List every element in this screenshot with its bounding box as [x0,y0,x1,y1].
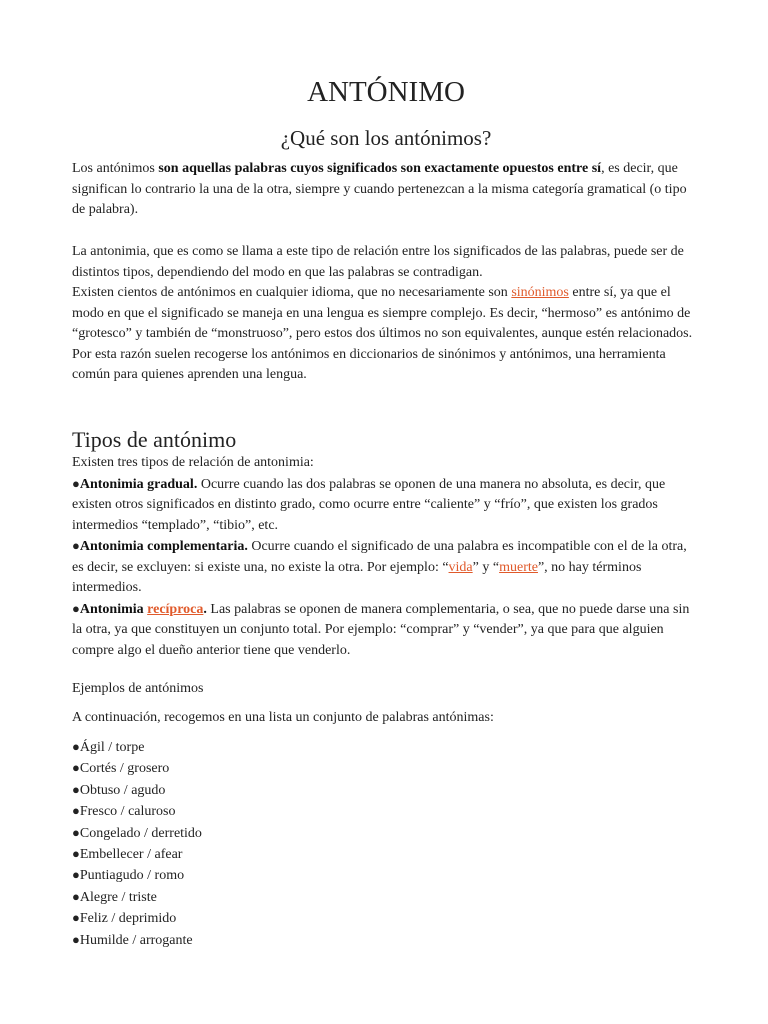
bullet-icon: ● [72,803,80,819]
text-span: La antonimia, que es como se llama a este tipo de relación entre los significados de las palabras, puede ser de distintos tipos, dependiendo del modo en que las palabras se contradigan. [72,244,684,280]
bullet-icon: ● [72,824,80,840]
bullet-icon: ● [72,846,80,862]
list-item [72,801,202,822]
list-item-text: Ágil / torpe [79,740,145,755]
list-item-text: Fresco / caluroso [79,804,176,820]
bold-text: Antonimia complementaria. [79,539,248,554]
text-span: entre sí, ya que el modo en que el significado se maneja en una lengua es siempre complejo. Es decir, “hermoso” es antónimo de “grotesco” y también de “monstruoso”, pero estos dos últimos no son equivalentes, aunque estén relacionados. [72,285,693,341]
list-item [72,908,202,929]
list-item-text: Congelado / derretido [79,825,202,841]
bullet-icon: ● [72,781,80,797]
examples-heading: Ejemplos de antónimos [72,681,204,696]
text-span: Las palabras se oponen de manera complementaria, o sea, que no puede darse una sin la otra, ya que constituyen un conjunto total. Por ejemplo: “comprar” y “vender”, ya que para que alguien compre algo el dueño anterior tiene que venderlo. [72,601,690,658]
bullet-icon: ● [72,538,80,553]
text-span: Por esta razón suelen recogerse los antónimos en diccionarios de sinónimos y antónimos, una herramienta común para quienes aprenden una lengua. [72,346,666,382]
text-span: Los antónimos [72,161,159,176]
intro-paragraph-2 [72,242,700,386]
list-item [72,844,202,865]
bold-text: . [203,601,207,617]
link-vida[interactable]: vida [448,559,473,575]
text-span: Ocurre cuando el significado de una palabra es incompatible con el de la otra, es decir, se excluyen: si existe una, no existe la otra. Por ejemplo: “ [72,539,687,575]
bold-text: Antonimia [79,601,148,617]
list-item-text: Alegre / triste [79,889,157,905]
types-intro: Existen tres tipos de relación de antonimia: [72,455,314,470]
list-item-text: Obtuso / agudo [79,782,166,798]
text-span: ” y “ [472,559,500,575]
link-reciproca[interactable]: recíproca [147,601,204,617]
intro-paragraph-1 [72,159,700,221]
bullet-icon: ● [72,475,80,491]
bullet-icon: ● [72,910,80,926]
list-item [72,887,202,908]
types-heading: Tipos de antónimo [72,427,237,452]
text-span: Ocurre cuando las dos palabras se oponen de una manera no absoluta, es decir, que existen otros significados en distinto grado, como ocurre entre “caliente” y “frío”, que existen los grados intermedios “templado”, “tibio”, etc. [72,476,666,533]
list-item [72,865,202,886]
text-span: ”, no hay términos intermedios. [72,559,642,595]
bold-text: Antonimia gradual. [79,476,198,492]
link-muerte[interactable]: muerte [499,559,538,575]
list-item-text: Embellecer / afear [79,847,183,863]
bullet-icon: ● [72,888,80,904]
list-item-text: Humilde / arrogante [79,932,193,948]
list-item-text: Puntiagudo / romo [79,868,185,884]
list-item [72,930,202,951]
link-sinonimos[interactable]: sinónimos [511,285,569,300]
bullet-icon: ● [72,600,80,616]
bullet-icon: ● [72,867,80,883]
list-item [72,758,202,779]
page-title: ANTÓNIMO [307,76,465,108]
bold-text: son aquellas palabras cuyos significados son exactamente opuestos entre sí [158,161,602,176]
list-item [72,737,202,758]
examples-intro: A continuación, recogemos en una lista un conjunto de palabras antónimas: [72,710,494,725]
list-item-text: Cortés / grosero [79,761,170,777]
types-list [72,453,700,661]
text-span: Existen cientos de antónimos en cualquier idioma, que no necesariamente son [72,285,512,300]
list-item [72,780,202,801]
bullet-icon: ● [72,739,80,754]
list-item-text: Feliz / deprimido [79,911,177,927]
examples-list [72,737,202,951]
list-item [72,823,202,844]
bullet-icon: ● [72,760,80,776]
text-span: , es decir, que significan lo contrario la una de la otra, siempre y cuando pertenezcan a la misma categoría gramatical (o tipo de palabra). [72,161,687,217]
bullet-icon: ● [72,931,80,947]
section-subtitle: ¿Qué son los antónimos? [280,126,492,150]
